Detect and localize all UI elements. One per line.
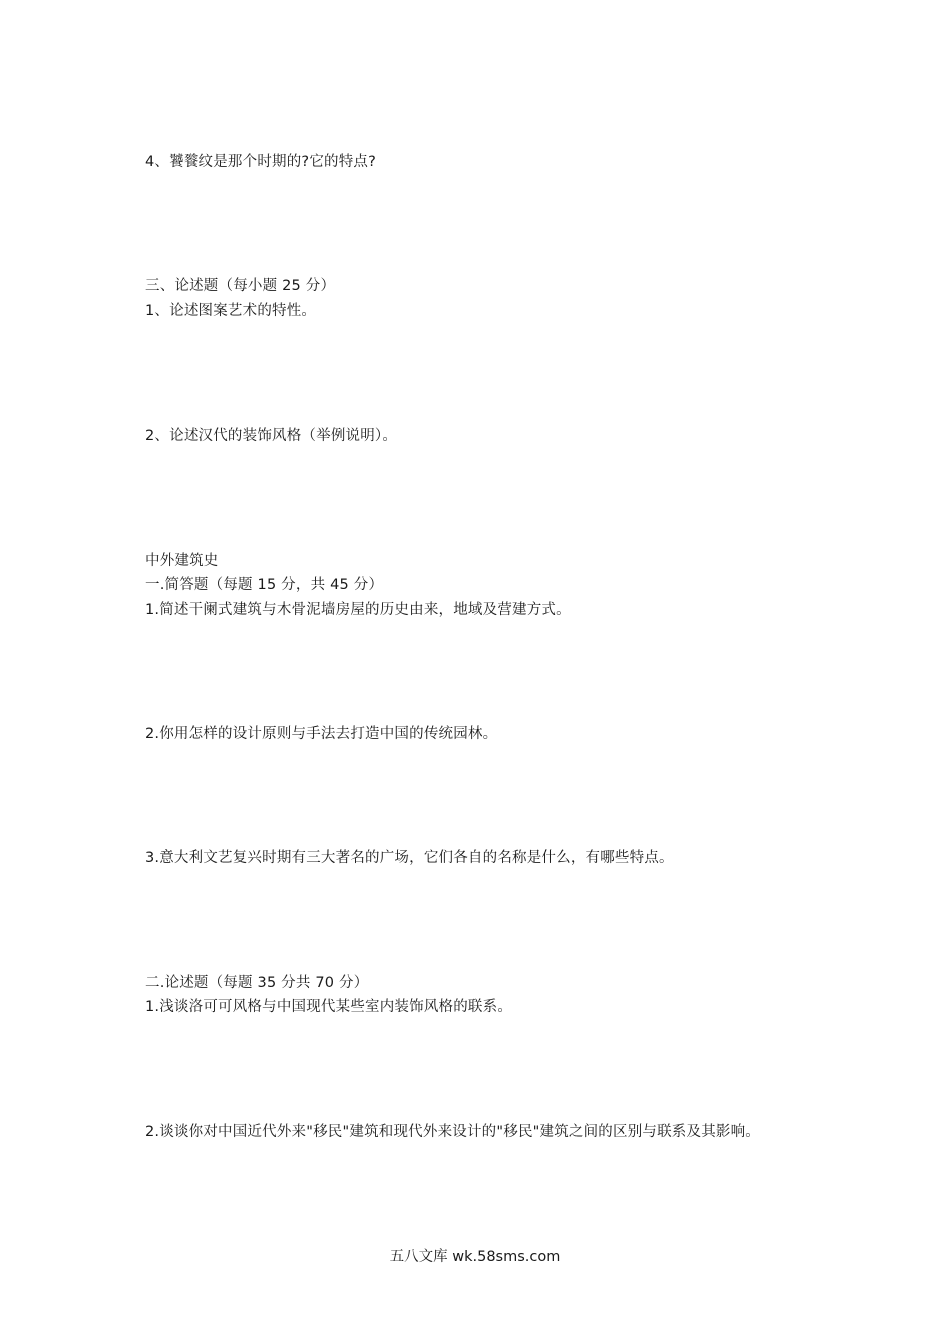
section-1-question-3: 3.意大利文艺复兴时期有三大著名的广场，它们各自的名称是什么，有哪些特点。 (145, 850, 674, 866)
section-1-question-2: 2.你用怎样的设计原则与手法去打造中国的传统园林。 (145, 726, 498, 742)
footer-watermark: 五八文库 wk.58sms.com (389, 1249, 561, 1265)
section-3-heading: 三、论述题（每小题 25 分） (145, 278, 336, 294)
question-4: 4、饕餮纹是那个时期的?它的特点? (145, 154, 377, 170)
section-3-question-2: 2、论述汉代的装饰风格（举例说明）。 (145, 428, 398, 444)
section-1-heading: 一.简答题（每题 15 分，共 45 分） (145, 577, 384, 593)
section-3-question-1: 1、论述图案艺术的特性。 (145, 303, 317, 319)
section-2-heading: 二.论述题（每题 35 分共 70 分） (145, 975, 369, 991)
section-1-question-1: 1.简述干阑式建筑与木骨泥墙房屋的历史由来，地域及营建方式。 (145, 602, 571, 618)
subject-heading: 中外建筑史 (145, 553, 219, 569)
section-2-question-1: 1.浅谈洛可可风格与中国现代某些室内装饰风格的联系。 (145, 999, 513, 1015)
section-2-question-2: 2.谈谈你对中国近代外来"移民"建筑和现代外来设计的"移民"建筑之间的区别与联系及其影响。 (145, 1124, 761, 1140)
